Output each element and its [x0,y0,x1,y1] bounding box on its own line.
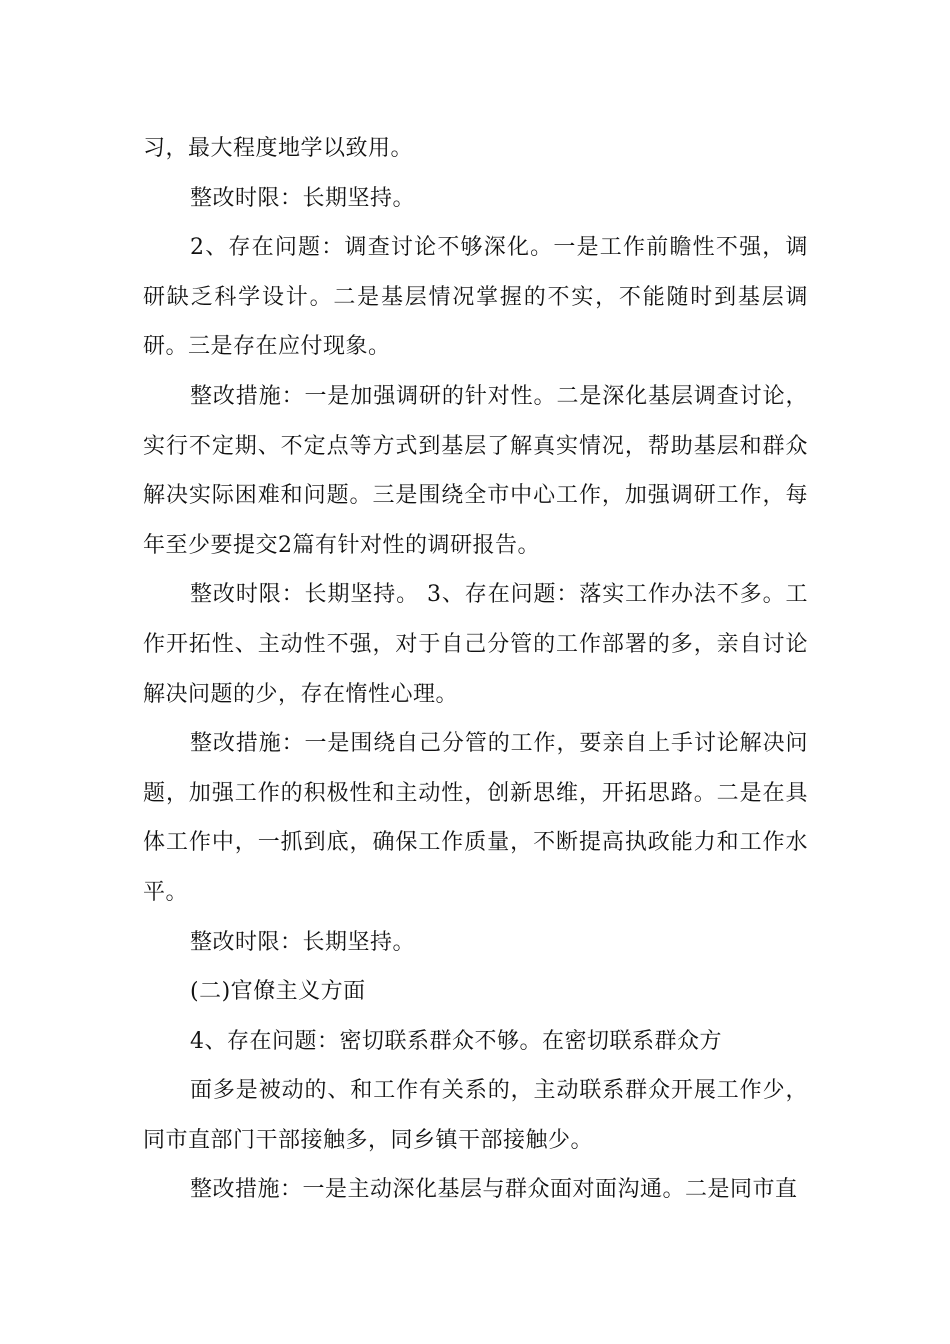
paragraph-measures-4: 整改措施：一是主动深化基层与群众面对面沟通。二是同市直 [190,1177,798,1203]
paragraph-issue-4: 4、存在问题：密切联系群众不够。在密切联系群众方 [190,1028,722,1054]
paragraph-deadline-issue-3: 整改时限：长期坚持。 3、存在问题：落实工作办法不多。工作开拓性、主动性不强，对于自己分管的工作部署的多，亲自讨论解决问题的少，存在惰性心理。 [143,582,808,707]
paragraph-measures-3: 整改措施：一是围绕自己分管的工作，要亲自上手讨论解决问题，加强工作的积极性和主动性，创新思维，开拓思路。二是在具体工作中，一抓到底，确保工作质量，不断提高执政能力和工作水平。 [143,731,808,905]
paragraph-issue-2: 2、存在问题：调查讨论不够深化。一是工作前瞻性不强，调研缺乏科学设计。二是基层情况掌握的不实，不能随时到基层调研。三是存在应付现象。 [143,235,808,360]
paragraph-measures-2: 整改措施：一是加强调研的针对性。二是深化基层调查讨论，实行不定期、不定点等方式到基层了解真实情况，帮助基层和群众解决实际困难和问题。三是围绕全市中心工作，加强调研工作，每年至少要提交2篇有针对性的调研报告。 [143,383,808,558]
document-body [143,124,808,1215]
paragraph-continuation: 习，最大程度地学以致用。 [143,136,414,161]
paragraph-issue-4-continued: 面多是被动的、和工作有关系的，主动联系群众开展工作少，同市直部门干部接触多，同乡镇干部接触少。 [143,1078,808,1153]
paragraph-deadline-3: 整改时限：长期坚持。 [190,929,416,955]
section-heading-bureaucracy: (二)官僚主义方面 [190,979,366,1005]
paragraph-deadline-1: 整改时限：长期坚持。 [190,185,416,211]
